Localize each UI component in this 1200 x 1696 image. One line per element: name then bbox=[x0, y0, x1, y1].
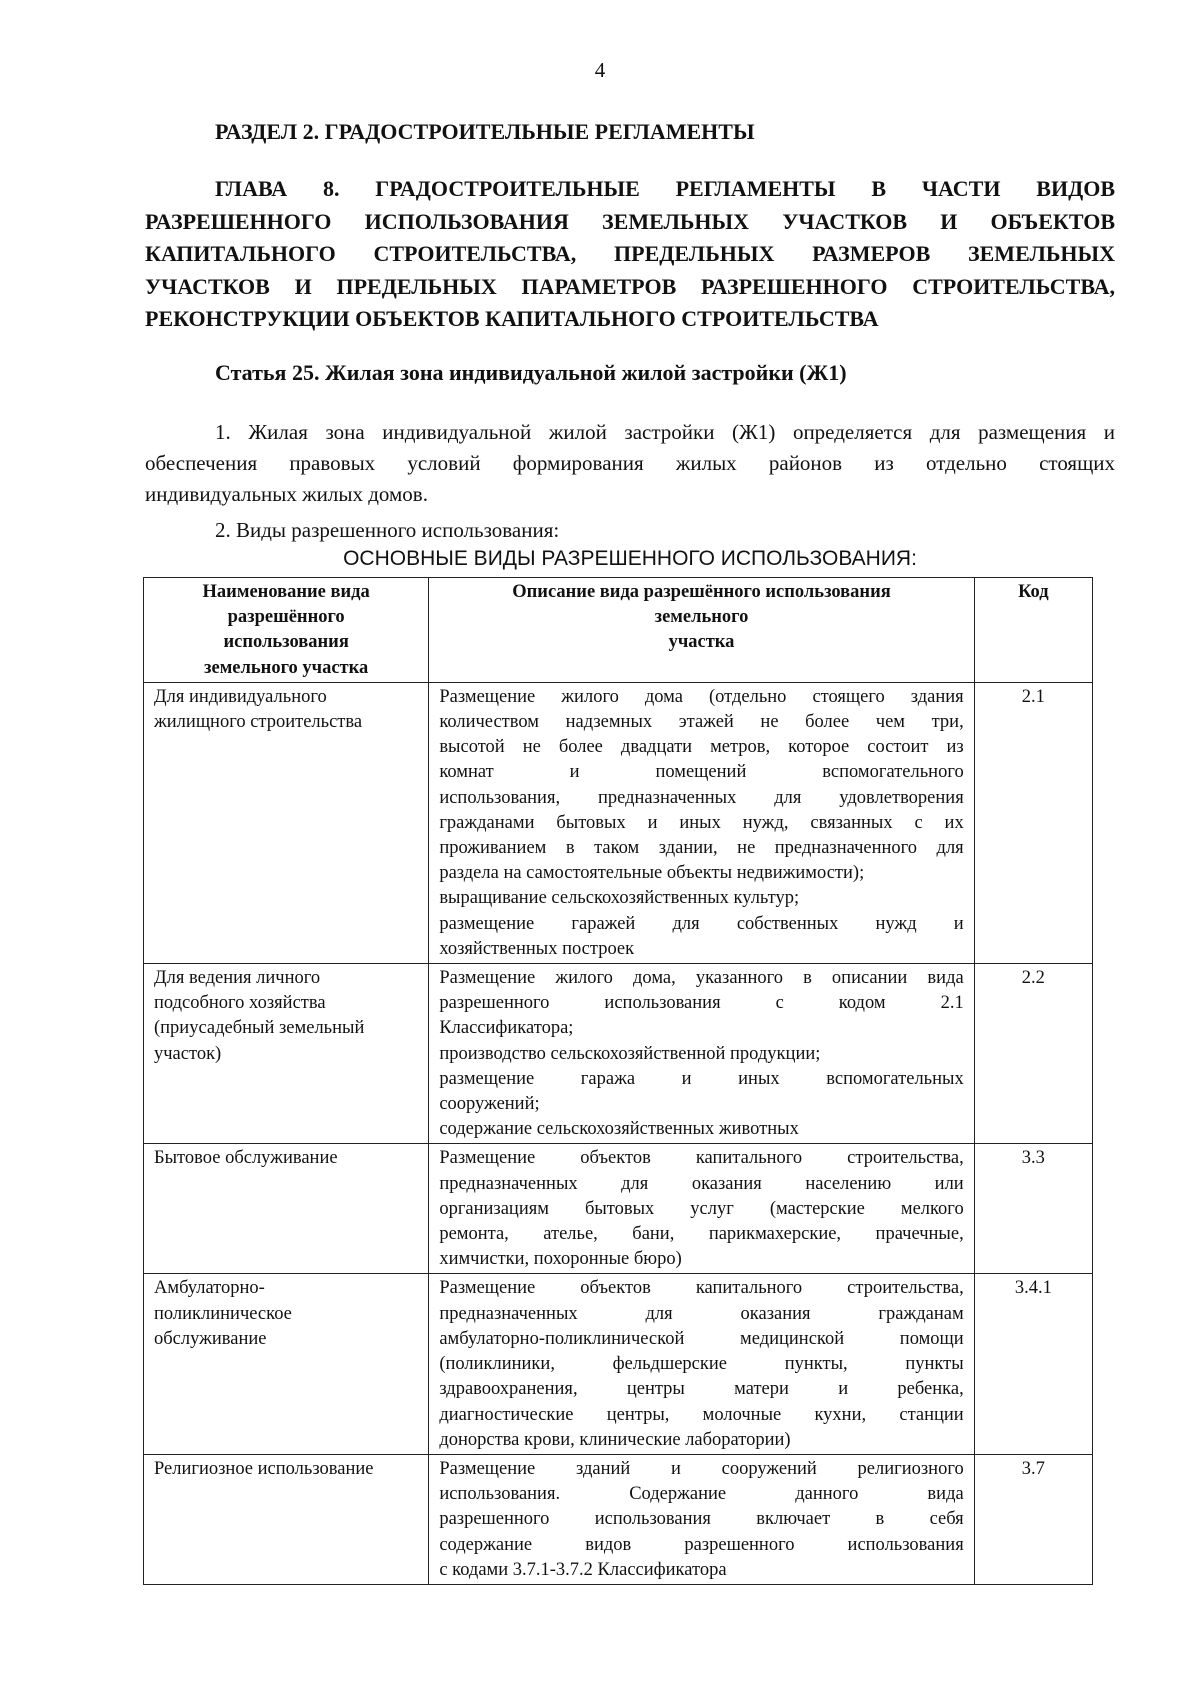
table-row bbox=[144, 1454, 1093, 1584]
use-description-line: разрешенного использования включает в себя bbox=[439, 1509, 964, 1530]
chapter-title-line: РЕКОНСТРУКЦИИ ОБЪЕКТОВ КАПИТАЛЬНОГО СТРОИТЕЛЬСТВА bbox=[145, 306, 879, 331]
use-name-line: Амбулаторно- bbox=[154, 1278, 265, 1299]
header-name-line: Наименование вида bbox=[202, 582, 370, 602]
use-description-line: разрешенного использования с кодом 2.1 bbox=[439, 993, 964, 1014]
use-description-line: комнат и помещений вспомогательного bbox=[439, 762, 964, 783]
use-description-line: Размещение жилого дома, указанного в описании вида bbox=[439, 968, 964, 989]
use-description-line: количеством надземных этажей не более чем три, bbox=[439, 712, 964, 733]
chapter-title-line: ГЛАВА 8. ГРАДОСТРОИТЕЛЬНЫЕ РЕГЛАМЕНТЫ В ЧАСТИ ВИДОВ bbox=[215, 176, 1115, 201]
page-number: 4 bbox=[594, 58, 606, 82]
use-description-cell bbox=[429, 682, 974, 963]
use-description-line: диагностические центры, молочные кухни, станции bbox=[439, 1404, 964, 1425]
use-description-line: Размещение объектов капитального строительства, bbox=[439, 1278, 964, 1299]
use-name-cell bbox=[144, 1274, 429, 1454]
use-description-line: ремонта, ателье, бани, парикмахерские, прачечные, bbox=[439, 1224, 964, 1245]
header-name-line: земельного участка bbox=[204, 657, 369, 678]
header-description-line: земельного bbox=[654, 607, 749, 628]
header-description bbox=[429, 578, 974, 683]
use-code-cell: 3.7 bbox=[974, 1454, 1092, 1584]
use-description-line: Классификатора; bbox=[439, 1018, 574, 1039]
chapter-title-line: РАЗРЕШЕННОГО ИСПОЛЬЗОВАНИЯ ЗЕМЕЛЬНЫХ УЧАСТКОВ И ОБЪЕКТОВ bbox=[145, 208, 1115, 234]
table-body bbox=[144, 682, 1093, 1584]
table-row bbox=[144, 1144, 1093, 1274]
header-description-line: участка bbox=[668, 632, 735, 653]
use-description-line: химчистки, похоронные бюро) bbox=[439, 1249, 682, 1270]
use-name-line: жилищного строительства bbox=[154, 712, 363, 733]
paragraph-line: обеспечения правовых условий формирования жилых районов из отдельно стоящих bbox=[145, 451, 1115, 475]
use-code-cell: 3.4.1 bbox=[974, 1274, 1092, 1454]
use-description-line: предназначенных для оказания гражданам bbox=[439, 1303, 964, 1324]
use-name-line: поликлиническое bbox=[154, 1303, 292, 1324]
use-description-line: выращивание сельскохозяйственных культур; bbox=[439, 888, 800, 909]
use-name-line: участок) bbox=[154, 1043, 222, 1064]
use-description-cell bbox=[429, 1454, 974, 1584]
use-description-line: Размещение объектов капитального строительства, bbox=[439, 1148, 964, 1169]
use-name-cell bbox=[144, 1454, 429, 1584]
header-code: Код bbox=[974, 578, 1092, 683]
use-name-line: Религиозное использование bbox=[154, 1458, 374, 1479]
use-name-line: Для индивидуального bbox=[154, 686, 327, 707]
paragraph-1 bbox=[145, 417, 1115, 510]
header-name bbox=[144, 578, 429, 683]
use-name-line: подсобного хозяйства bbox=[154, 993, 326, 1014]
paragraph-line: индивидуальных жилых домов. bbox=[145, 482, 428, 506]
use-description-line: (поликлиники, фельдшерские пункты, пункты bbox=[439, 1354, 964, 1375]
use-description-line: производство сельскохозяйственной продукции; bbox=[439, 1043, 821, 1064]
paragraph-2: 2. Виды разрешенного использования: bbox=[215, 518, 560, 542]
use-name-line: обслуживание bbox=[154, 1328, 267, 1349]
use-description-line: сооружений; bbox=[439, 1094, 540, 1115]
chapter-title-line: УЧАСТКОВ И ПРЕДЕЛЬНЫХ ПАРАМЕТРОВ РАЗРЕШЕННОГО СТРОИТЕЛЬСТВА, bbox=[145, 273, 1115, 299]
use-description-line: использования. Содержание данного вида bbox=[439, 1484, 964, 1505]
use-description-line: проживанием в таком здании, не предназначенного для bbox=[439, 838, 964, 859]
use-description-line: амбулаторно-поликлинической медицинской помощи bbox=[439, 1328, 964, 1349]
use-code-cell: 3.3 bbox=[974, 1144, 1092, 1274]
use-description-line: размещение гаража и иных вспомогательных bbox=[439, 1068, 964, 1089]
use-description-line: высотой не более двадцати метров, которое состоит из bbox=[439, 737, 964, 758]
table-caption: ОСНОВНЫЕ ВИДЫ РАЗРЕШЕННОГО ИСПОЛЬЗОВАНИЯ: bbox=[343, 547, 917, 570]
use-description-line: Размещение жилого дома (отдельно стоящего здания bbox=[439, 686, 964, 707]
chapter-title-line: КАПИТАЛЬНОГО СТРОИТЕЛЬСТВА, ПРЕДЕЛЬНЫХ РАЗМЕРОВ ЗЕМЕЛЬНЫХ bbox=[145, 241, 1115, 266]
table-row bbox=[144, 682, 1093, 963]
use-code-cell: 2.2 bbox=[974, 964, 1092, 1144]
use-name-cell bbox=[144, 964, 429, 1144]
use-description-cell bbox=[429, 964, 974, 1144]
header-description-line: Описание вида разрешённого использования bbox=[512, 582, 891, 602]
use-description-cell bbox=[429, 1144, 974, 1274]
use-description-line: использования, предназначенных для удовлетворения bbox=[439, 787, 964, 808]
use-description-line: здравоохранения, центры матери и ребенка, bbox=[439, 1379, 964, 1400]
use-description-line: донорства крови, клинические лаборатории) bbox=[439, 1429, 791, 1450]
use-name-line: Для ведения личного bbox=[154, 968, 321, 989]
use-name-line: (приусадебный земельный bbox=[154, 1018, 365, 1039]
chapter-title bbox=[145, 173, 1115, 336]
header-name-line: использования bbox=[223, 632, 349, 653]
use-description-line: хозяйственных построек bbox=[439, 938, 635, 959]
use-name-line: Бытовое обслуживание bbox=[154, 1148, 338, 1169]
use-description-line: гражданами бытовых и иных нужд, связанных с их bbox=[439, 812, 964, 833]
section-title: РАЗДЕЛ 2. ГРАДОСТРОИТЕЛЬНЫЕ РЕГЛАМЕНТЫ bbox=[215, 119, 755, 144]
use-description-cell bbox=[429, 1274, 974, 1454]
permitted-uses-table bbox=[143, 577, 1093, 1585]
use-code-cell: 2.1 bbox=[974, 682, 1092, 963]
use-description-line: с кодами 3.7.1-3.7.2 Классификатора bbox=[439, 1559, 727, 1580]
article-title: Статья 25. Жилая зона индивидуальной жилой застройки (Ж1) bbox=[215, 360, 847, 385]
use-description-line: организациям бытовых услуг (мастерские мелкого bbox=[439, 1198, 964, 1219]
use-description-line: раздела на самостоятельные объекты недвижимости); bbox=[439, 863, 865, 884]
use-name-cell bbox=[144, 682, 429, 963]
use-description-line: содержание сельскохозяйственных животных bbox=[439, 1119, 799, 1140]
table-row bbox=[144, 1274, 1093, 1454]
table-row bbox=[144, 964, 1093, 1144]
header-name-line: разрешённого bbox=[227, 607, 345, 628]
use-description-line: предназначенных для оказания населению или bbox=[439, 1173, 964, 1194]
table-header-row bbox=[144, 578, 1093, 683]
use-description-line: Размещение зданий и сооружений религиозного bbox=[439, 1458, 964, 1479]
use-description-line: содержание видов разрешенного использования bbox=[439, 1534, 964, 1555]
paragraph-line: 1. Жилая зона индивидуальной жилой застройки (Ж1) определяется для размещения и bbox=[215, 420, 1115, 444]
use-description-line: размещение гаражей для собственных нужд и bbox=[439, 913, 964, 934]
use-name-cell bbox=[144, 1144, 429, 1274]
